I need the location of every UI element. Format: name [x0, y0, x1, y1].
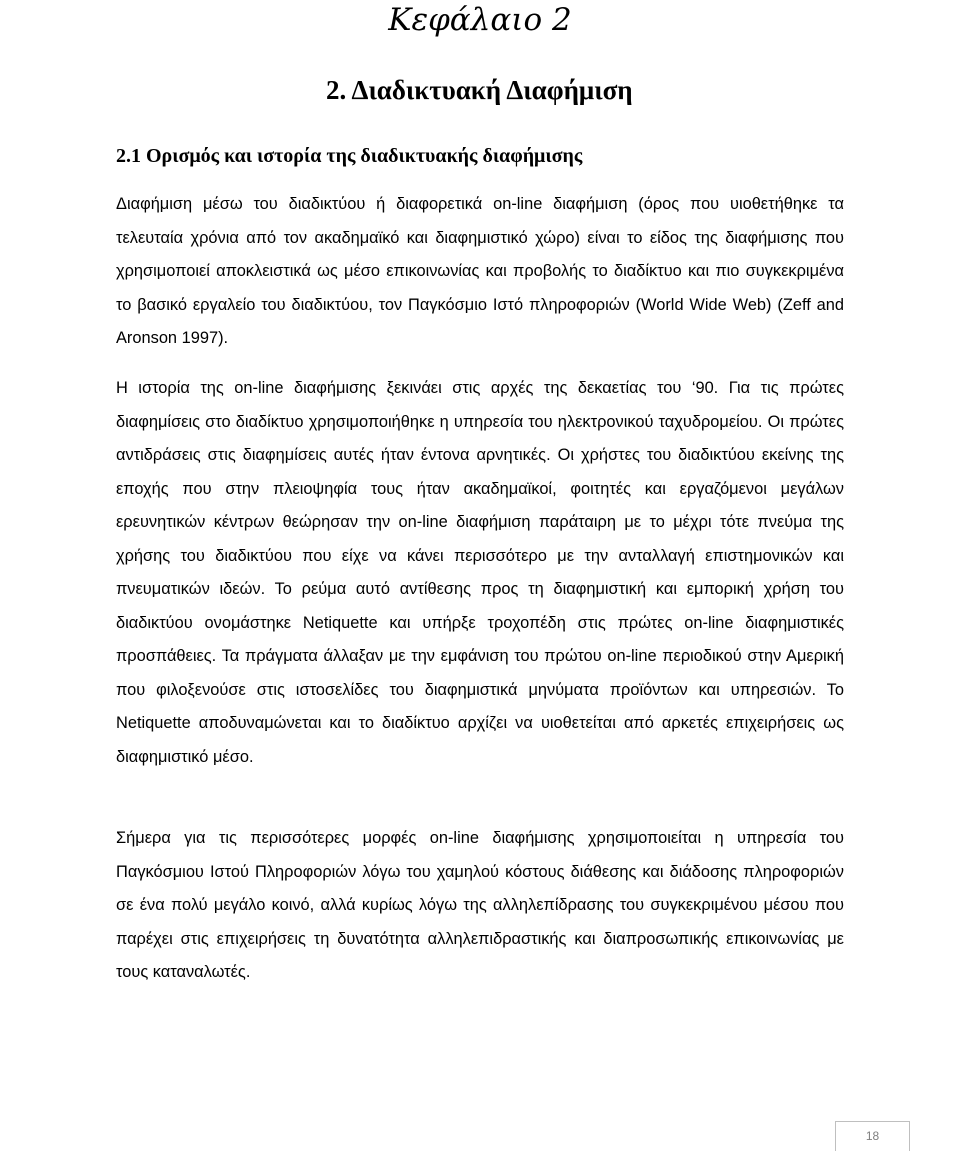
section-heading: 2. Διαδικτυακή Διαφήμιση — [326, 75, 633, 105]
page-number-box — [835, 1121, 910, 1151]
page-number: 18 — [865, 1129, 880, 1143]
paragraph-today: Σήμερα για τις περισσότερες μορφές on-line διαφήμισης χρησιμοποιείται η υπηρεσία του Παγκόσμιου Ιστού Πληροφοριών λόγω του χαμηλού κόστους διάθεσης και διάδοσης πληροφοριών σε ένα πολύ μεγάλο κοινό, αλλά κυρίως λόγω της αλληλεπίδρασης του συγκεκριμένου μέσου που παρέχει στις επιχειρήσεις τη δυνατότητα αλληλεπιδραστικής και διαπροσωπικής επικοινωνίας με τους καταναλωτές. — [116, 829, 844, 981]
subsection-heading: 2.1 Ορισμός και ιστορία της διαδικτυακής διαφήμισης — [116, 145, 583, 167]
paragraph-history: Η ιστορία της on-line διαφήμισης ξεκινάει στις αρχές της δεκαετίας του ‘90. Για τις πρώτες διαφημίσεις στο διαδίκτυο χρησιμοποιήθηκε η υπηρεσία του ηλεκτρονικού ταχυδρομείου. Οι πρώτες αντιδράσεις στις διαφημίσεις αυτές ήταν έντονα αρνητικές. Οι χρήστες του διαδικτύου εκείνης της εποχής που στην πλειοψηφία τους ήταν ακαδημαϊκοί, φοιτητές και εργαζόμενοι μεγάλων ερευνητικών κέντρων θεώρησαν την on-line διαφήμιση παράταιρη με το μέχρι τότε πνεύμα της χρήσης του διαδικτύου που είχε να κάνει περισσότερο με την ανταλλαγή επιστημονικών και πνευματικών ιδεών. Το ρεύμα αυτό αντίθεσης προς τη διαφημιστική και εμπορική χρήση του διαδικτύου ονομάστηκε Netiquette και υπήρξε τροχοπέδη στις πρώτες on-line διαφημιστικές προσπάθειες. Τα πράγματα άλλαξαν με την εμφάνιση του πρώτου on-line περιοδικού στην Αμερική που φιλοξενούσε στις ιστοσελίδες του διαφημιστικά μηνύματα προϊόντων και υπηρεσιών. Το Netiquette αποδυναμώνεται και το διαδίκτυο αρχίζει να υιοθετείται από αρκετές επιχειρήσεις ως διαφημιστικό μέσο. — [116, 379, 844, 766]
chapter-heading: Κεφάλαιο 2 — [388, 2, 572, 38]
paragraph-definition: Διαφήμιση μέσω του διαδικτύου ή διαφορετικά on-line διαφήμιση (όρος που υιοθετήθηκε τα τελευταία χρόνια από τον ακαδημαϊκό και διαφημιστικό χώρο) είναι το είδος της διαφήμισης που χρησιμοποιεί αποκλειστικά ως μέσο επικοινωνίας και προβολής το διαδίκτυο και πιο συγκεκριμένα το βασικό εργαλείο του διαδικτύου, τον Παγκόσμιο Ιστό πληροφοριών (World Wide Web) (Zeff and Aronson 1997). — [116, 195, 844, 347]
